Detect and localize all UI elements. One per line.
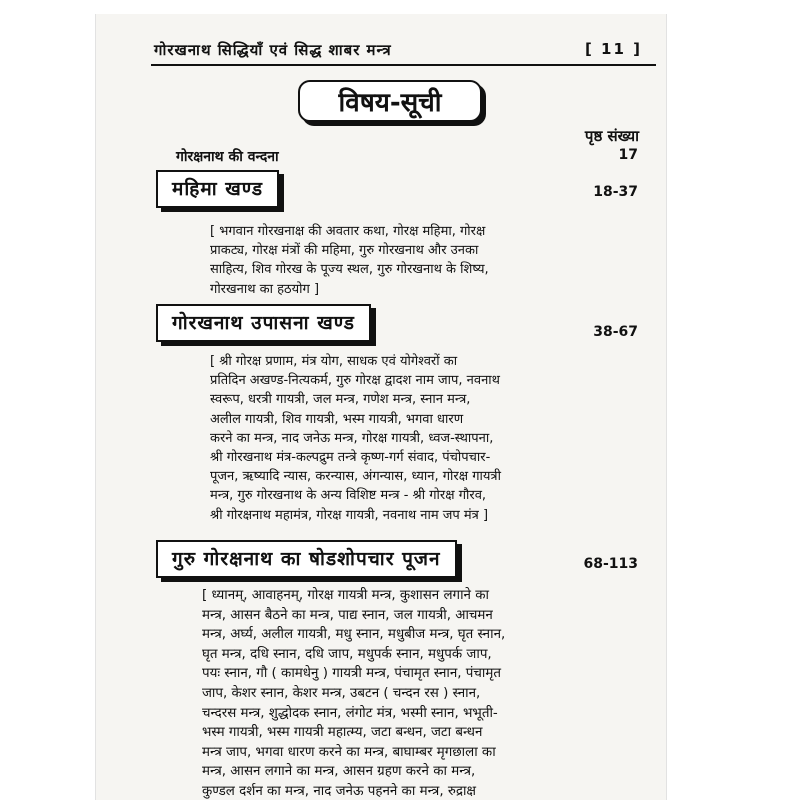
section-title: गुरु गोरक्षनाथ का षोडशोपचार पूजन [172,548,441,570]
header-rule [151,64,656,66]
toc-title [298,80,482,122]
contents-line: प्रतिदिन अखण्ड-नित्यकर्म, गुरु गोरक्ष द्वादश नाम जाप, नवनाथ [210,373,500,389]
contents-line: गोरखनाथ का हठयोग ] [210,281,320,297]
section-page-range: 38-67 [593,324,638,340]
contents-line: मन्त्र जाप, भगवा धारण करने का मन्त्र, बाघाम्बर मृगछाला का [202,744,496,760]
contents-line: करने का मन्त्र, नाद जनेऊ मन्त्र, गोरक्ष गायत्री, ध्वज-स्थापना, [210,430,494,446]
contents-line: मन्त्र, आसन बैठने का मन्त्र, पाद्य स्नान, जल गायत्री, आचमन [202,607,493,623]
toc-section [156,170,644,299]
section-title: गोरखनाथ उपासना खण्ड [172,312,355,334]
section-page-range: 18-37 [593,184,638,200]
contents-line: प्राकट्य, गोरक्ष मंत्रों की महिमा, गुरु गोरखनाथ और उनका [210,243,479,259]
contents-line: मन्त्र, आसन लगाने का मन्त्र, आसन ग्रहण करने का मन्त्र, [202,764,476,780]
contents-line: कुण्डल दर्शन का मन्त्र, नाद जनेऊ पहनने का मन्त्र, रुद्राक्ष [202,783,477,799]
book-page [95,14,667,800]
toc-section [156,304,644,525]
section-heading [156,170,279,208]
toc-section [156,540,644,800]
contents-line: घृत मन्त्र, दधि स्नान, दधि जाप, मधुपर्क स्नान, मधुपर्क जाप, [202,646,492,662]
section-contents [202,586,598,800]
section-title: महिमा खण्ड [172,178,264,200]
toc-title-text: विषय-सूची [338,88,442,118]
page-column-label: पृष्ठ संख्या [584,127,639,145]
section-page-range: 68-113 [583,556,638,572]
contents-line: [ भगवान गोरखनाक्ष की अवतार कथा, गोरक्ष महिमा, गोरक्ष [210,224,486,239]
running-title: गोरखनाथ सिद्धियाँ एवं सिद्ध शाबर मन्त्र [154,41,392,59]
contents-line: जाप, केशर स्नान, केशर मन्त्र, उबटन ( चन्दन रस ) स्नान, [202,685,481,701]
section-heading [156,540,457,578]
contents-line: मन्त्र, अर्घ्य, अलील गायत्री, मधु स्नान, मधुबीज मन्त्र, घृत स्नान, [202,627,506,643]
intro-entry [176,147,636,166]
contents-line: अलील गायत्री, शिव गायत्री, भस्म गायत्री, भगवा धारण [210,411,464,427]
contents-line: मन्त्र, गुरु गोरखनाथ के अन्य विशिष्ट मन्त्र - श्री गोरक्ष गौरव, [210,488,487,504]
intro-entry-page: 17 [618,147,638,163]
contents-line: [ श्री गोरक्ष प्रणाम, मंत्र योग, साधक एवं योगेश्वरों का [210,354,458,369]
contents-line: श्री गोरखनाथ मंत्र-कल्पद्रुम तन्त्रे कृष्ण-गर्ग संवाद, पंचोपचार- [210,450,491,466]
section-contents [210,352,574,525]
contents-line: पयः स्नान, गौ ( कामधेनु ) गायत्री मन्त्र, पंचामृत स्नान, पंचामृत [202,666,502,682]
section-contents [210,222,574,299]
contents-line: पूजन, ऋष्यादि न्यास, करन्यास, अंगन्यास, ध्यान, गोरक्ष गायत्री [210,469,501,485]
contents-line: [ ध्यानम्, आवाहनम्, गोरक्ष गायत्री मन्त्र, कुशासन लगाने का [202,588,489,603]
contents-line: भस्म गायत्री, भस्म गायत्री महात्म्य, जटा बन्धन, जटा बन्धन [202,725,483,741]
section-heading [156,304,371,342]
contents-line: चन्दरस मन्त्र, शुद्धोदक स्नान, लंगोट मंत्र, भस्मी स्नान, भभूती- [202,705,498,721]
intro-entry-label: गोरक्षनाथ की वन्दना [176,149,279,165]
contents-line: स्वरूप, धरत्री गायत्री, जल मन्त्र, गणेश मन्त्र, स्नान मन्त्र, [210,392,471,408]
contents-line: श्री गोरक्षनाथ महामंत्र, गोरक्ष गायत्री, नवनाथ नाम जप मंत्र ] [210,507,489,523]
page-number: [ 11 ] [584,40,642,58]
contents-line: साहित्य, शिव गोरख के पूज्य स्थल, गुरु गोरखनाथ के शिष्य, [210,262,489,278]
